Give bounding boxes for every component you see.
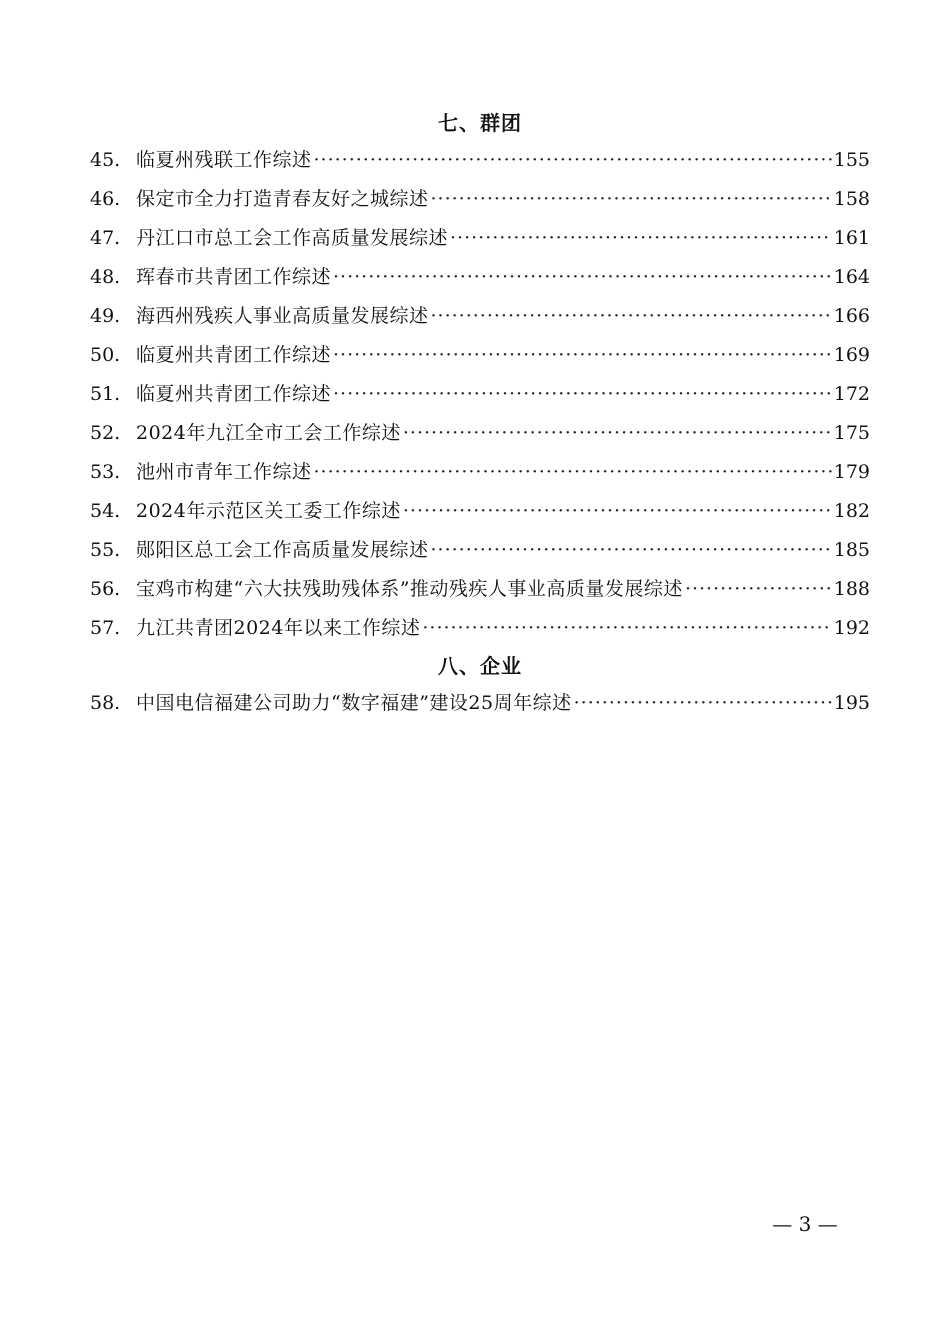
toc-entry[interactable] <box>90 258 870 297</box>
entry-number: 54. <box>90 500 121 522</box>
toc-entry[interactable] <box>90 297 870 336</box>
entry-title: 宝鸡市构建“六大扶残助残体系”推动残疾人事业高质量发展综述 <box>136 578 683 600</box>
toc-entry[interactable] <box>90 609 870 648</box>
entry-page: 192 <box>833 617 870 639</box>
toc-entry[interactable] <box>90 375 870 414</box>
entry-page: 175 <box>833 422 870 444</box>
entry-number: 48. <box>90 266 121 288</box>
entry-title: 2024年示范区关工委工作综述 <box>136 500 401 522</box>
dot-leader <box>403 414 832 453</box>
entry-title: 中国电信福建公司助力“数字福建”建设25周年综述 <box>136 692 572 714</box>
toc-entry[interactable] <box>90 141 870 180</box>
entry-page: 172 <box>833 383 870 405</box>
toc-entry[interactable] <box>90 531 870 570</box>
entry-title: 临夏州共青团工作综述 <box>136 344 332 366</box>
entry-page: 169 <box>833 344 870 366</box>
dot-leader <box>314 453 832 492</box>
dot-leader <box>574 684 832 723</box>
dot-leader <box>403 492 832 531</box>
entry-page: 179 <box>833 461 870 483</box>
section-heading: 七、群团 <box>438 111 522 135</box>
entry-title: 海西州残疾人事业高质量发展综述 <box>136 305 429 327</box>
dot-leader <box>685 570 832 609</box>
entry-title: 郧阳区总工会工作高质量发展综述 <box>136 539 429 561</box>
entry-page: 188 <box>833 578 870 600</box>
toc-entry[interactable] <box>90 684 870 723</box>
entry-page: 155 <box>833 149 870 171</box>
dot-leader <box>422 609 831 648</box>
entry-title: 保定市全力打造青春友好之城综述 <box>136 188 429 210</box>
page-number: — 3 — <box>772 1212 838 1236</box>
entry-title: 九江共青团2024年以来工作综述 <box>136 617 421 639</box>
entry-page: 195 <box>833 692 870 714</box>
entry-number: 50. <box>90 344 121 366</box>
toc-entry[interactable] <box>90 414 870 453</box>
entry-number: 51. <box>90 383 121 405</box>
dot-leader <box>333 258 832 297</box>
toc-entry[interactable] <box>90 180 870 219</box>
entry-number: 53. <box>90 461 121 483</box>
entry-title: 珲春市共青团工作综述 <box>136 266 332 288</box>
entry-page: 161 <box>833 227 870 249</box>
dot-leader <box>431 297 832 336</box>
section-heading: 八、企业 <box>438 654 522 678</box>
entry-number: 49. <box>90 305 121 327</box>
dot-leader <box>450 219 832 258</box>
entry-number: 57. <box>90 617 121 639</box>
entry-number: 47. <box>90 227 121 249</box>
entry-number: 52. <box>90 422 121 444</box>
toc-entry[interactable] <box>90 453 870 492</box>
table-of-contents <box>90 105 870 723</box>
entry-number: 46. <box>90 188 121 210</box>
toc-entry[interactable] <box>90 570 870 609</box>
entry-page: 185 <box>833 539 870 561</box>
toc-entry[interactable] <box>90 492 870 531</box>
dot-leader <box>333 375 832 414</box>
entry-number: 56. <box>90 578 121 600</box>
entry-title: 池州市青年工作综述 <box>136 461 312 483</box>
dot-leader <box>431 180 832 219</box>
entry-page: 158 <box>833 188 870 210</box>
entry-title: 临夏州共青团工作综述 <box>136 383 332 405</box>
entry-number: 58. <box>90 692 121 714</box>
dot-leader <box>314 141 832 180</box>
toc-entry[interactable] <box>90 336 870 375</box>
entry-title: 临夏州残联工作综述 <box>136 149 312 171</box>
dot-leader <box>333 336 832 375</box>
entry-number: 45. <box>90 149 121 171</box>
dot-leader <box>431 531 832 570</box>
entry-page: 166 <box>833 305 870 327</box>
entry-number: 55. <box>90 539 121 561</box>
entry-page: 182 <box>833 500 870 522</box>
entry-title: 丹江口市总工会工作高质量发展综述 <box>136 227 449 249</box>
toc-entry[interactable] <box>90 219 870 258</box>
entry-page: 164 <box>833 266 870 288</box>
entry-title: 2024年九江全市工会工作综述 <box>136 422 401 444</box>
